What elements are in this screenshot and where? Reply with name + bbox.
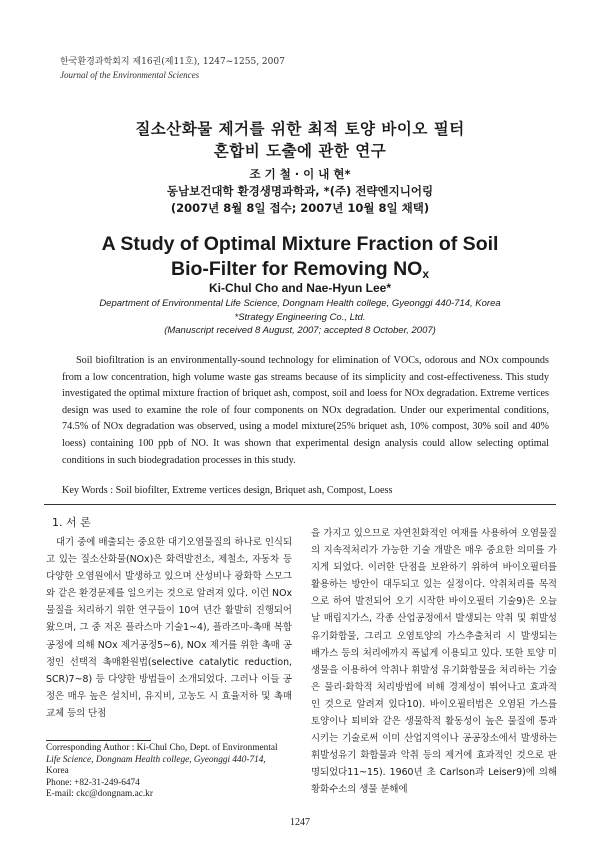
korean-dates: (2007년 8월 8일 접수; 2007년 10월 8일 채택) [170, 201, 430, 215]
footnote-divider [46, 740, 151, 741]
korean-title-line2: 혼합비 도출에 관한 연구 [213, 142, 387, 160]
corresponding-author-footnote [46, 743, 296, 801]
footnote-line2: Life Science, Dongnam Health college, Gyeonggi 440-714, [46, 754, 266, 765]
page-number: 1247 [290, 817, 310, 828]
abstract: Soil biofiltration is an environmentally-sound technology for elimination of VOCs, odorous and NOx compounds from a low concentration, high volume waste gas streams because of its simplicity and cost-effectiveness. This study investigated the optimal mixture fraction of briquet ash, compost, soil and loess for NOx degradation. Extreme vertices design was used to examine the role of four components on NOx degradation. Under our experimental conditions, 74.5% of NOx degradation was observed, using a model mixture(25% briquet ash, 10% compost, 30% soil and 40% loess) containing 100 ppb of NO. It was shown that experimental design analysis could allow selecting optimal conditions in such biodegradation processes in this study. [62, 355, 549, 466]
left-column-text: 대기 중에 배출되는 중요한 대기오염물질의 하나로 인식되고 있는 질소산화물(NOx)은 화력발전소, 제철소, 자동차 등 다양한 오염원에서 발생하고 있으며 산성비나 광화학 스모그와 같은 환경문제를 일으키는 것으로 알려져 있다. 이런 NOx 물질을 처리하기 위한 연구들이 10여 년간 활발히 진행되어 왔으며, 그 중 저온 플라스마 기술1~4), 플라즈마-촉매 복합 공정에 의해 NOx 제거공정5~6), NOx 제거를 위한 촉매 공정인 선택적 촉매환원법(selective catalytic reduction, SCR)7~8) 등 다양한 방법들이 소개되었다. 그러나 이들 공정은 매우 높은 설치비, 유지비, 고농도 시 효율저하 및 촉매교체 등의 단점 [46, 537, 292, 719]
english-title-subscript: x [422, 267, 430, 281]
manuscript-dates: (Manuscript received 8 August, 2007; accepted 8 October, 2007) [164, 325, 436, 336]
english-affiliation1: Department of Environmental Life Science, Dongnam Health college, Gyeonggi 440-714, Korea [99, 298, 501, 309]
left-column [46, 512, 292, 722]
english-authors: Ki-Chul Cho and Nae-Hyun Lee* [208, 281, 391, 295]
citation-line: 한국환경과학회지 제16권(제11호), 1247~1255, 2007 [60, 57, 285, 67]
korean-affiliation: 동남보건대학 환경생명과학과, *(주) 전략엔지니어링 [166, 184, 434, 198]
english-title-line1: A Study of Optimal Mixture Fraction of Soil [101, 233, 499, 255]
korean-author-block [0, 166, 600, 217]
keywords: Key Words : Soil biofilter, Extreme vertices design, Briquet ash, Compost, Loess [62, 485, 393, 496]
footnote-line1: Corresponding Author : Ki-Chul Cho, Dept. of Environmental [46, 743, 278, 753]
english-title [0, 232, 600, 287]
english-affiliation-block [0, 297, 600, 338]
korean-title-line1: 질소산화물 제거를 위한 최적 토양 바이오 필터 [135, 120, 465, 138]
footnote-phone: Phone: +82-31-249-6474 [46, 777, 140, 788]
right-column: 을 가지고 있으므로 자연친화적인 여재를 사용하여 오염물질의 지속적처리가 가능한 기술 개발은 매우 중요한 의미를 가지게 되었다. 이러한 단점을 보완하기 위하여 바이오필터를 활용하는 방안이 대두되고 있는 실정이다. 악취처리를 목적으로 하여 발전되어 오기 시작한 바이오필터 기술9)은 오늘날 매립지가스, 각종 산업공정에서 발생되는 악취 및 휘발성 유기화합물, 그리고 오염토양의 가스추출처리 시 발생되는 배가스 등의 처리에까지 폭넓게 이용되고 있다. 또한 토양 미생물을 이용하여 악취나 휘발성 유기화합물을 처리하는 기술은 물리·화학적 처리방법에 비해 경제성이 뛰어나고 효과적인 것으로 알려져 있다10). 바이오필터법은 오염된 가스를 토양이나 퇴비와 같은 생물학적 활동성이 높은 물질에 통과시키는 기술로써 이미 산업지역이나 공공장소에서 발생하는 휘발성유기 화합물과 악취 등의 제거에 효과적인 것으로 판명되었다11~15). 1960년 초 Carlson과 Leiser9)에 의해 황화수소의 생물 분해에 [311, 528, 557, 796]
footnote-email: E-mail: ckc@dongnam.ac.kr [46, 789, 153, 800]
journal-header [60, 56, 285, 82]
section-divider [44, 504, 556, 505]
english-affiliation2: *Strategy Engineering Co., Ltd. [234, 311, 366, 323]
footnote-line3: Korea [46, 766, 69, 777]
korean-title [0, 118, 600, 162]
journal-name: Journal of the Environmental Sciences [60, 70, 200, 80]
section-heading: 1. 서 론 [52, 516, 91, 529]
korean-authors: 조 기 철 · 이 내 현* [249, 167, 351, 181]
english-title-line2-text: Bio-Filter for Removing NO [170, 258, 423, 280]
